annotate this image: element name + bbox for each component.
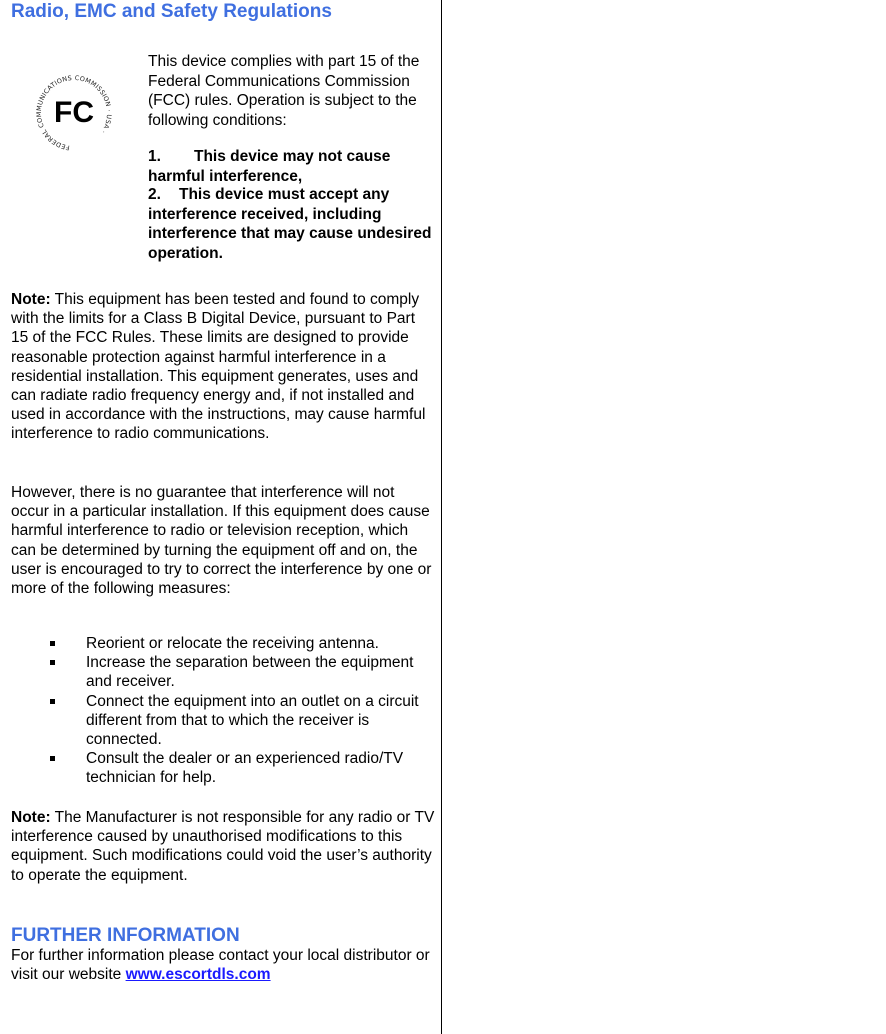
- list-item: Reorient or relocate the receiving antenna.: [0, 634, 432, 653]
- page-title: Radio, EMC and Safety Regulations: [11, 1, 332, 22]
- fcc-mark: FC: [54, 96, 94, 129]
- note-text: This equipment has been tested and found to comply with the limits for a Class B Digital Device, pursuant to Part 15 of the FCC Rules. These limits are designed to provide reasonable protection against harmful interference in a residential installation. This equipment generates, uses and can radiate radio frequency energy and, if not installed and used in accordance with the instructions, may cause harmful interference to radio communications.: [11, 291, 426, 443]
- condition-item: [148, 147, 433, 186]
- note-text: The Manufacturer is not responsible for any radio or TV interference caused by unauthorised modifications to this equipment. Such modifications could void the user’s authority to operate the equipment.: [11, 809, 435, 884]
- condition-text: This device must accept any interference received, including interference that may cause undesired operation.: [148, 186, 432, 262]
- further-information-text: For further information please contact your local distributor or visit our website www.escortdls.com: [11, 947, 430, 984]
- bullet-icon: [50, 699, 55, 704]
- measures-list: [0, 634, 440, 788]
- note-label: Note:: [11, 291, 51, 308]
- condition-number: 1.: [148, 148, 161, 165]
- bullet-icon: [50, 660, 55, 665]
- condition-text: This device may not cause harmful interference,: [148, 148, 391, 185]
- fcc-ring-text: FEDERAL COMMUNICATIONS COMMISSION · USA ·: [34, 73, 114, 152]
- website-link[interactable]: www.escortdls.com: [125, 966, 271, 984]
- fcc-logo: [28, 70, 120, 156]
- disclaimer-paragraph: [11, 808, 436, 885]
- note-label: Note:: [11, 809, 51, 826]
- column-divider: [441, 0, 442, 1034]
- bullet-icon: [50, 641, 55, 646]
- list-item: Increase the separation between the equipment and receiver.: [0, 653, 432, 691]
- list-item: Connect the equipment into an outlet on a circuit different from that to which the receiver is connected.: [0, 692, 432, 750]
- fcc-intro-text: This device complies with part 15 of the Federal Communications Commission (FCC) rules. Operation is subject to the following conditions:: [148, 53, 420, 129]
- condition-number: 2.: [148, 186, 161, 203]
- note-paragraph: [11, 290, 436, 444]
- further-information-heading: FURTHER INFORMATION: [11, 925, 240, 946]
- bullet-icon: [50, 756, 55, 761]
- condition-item: [148, 185, 433, 263]
- list-item: Consult the dealer or an experienced radio/TV technician for help.: [0, 749, 432, 787]
- however-paragraph: However, there is no guarantee that interference will not occur in a particular installation. If this equipment does cause harmful interference to radio or television reception, which can be determined by turning the equipment off and on, the user is encouraged to try to correct the interference by one or more of the following measures:: [11, 484, 432, 598]
